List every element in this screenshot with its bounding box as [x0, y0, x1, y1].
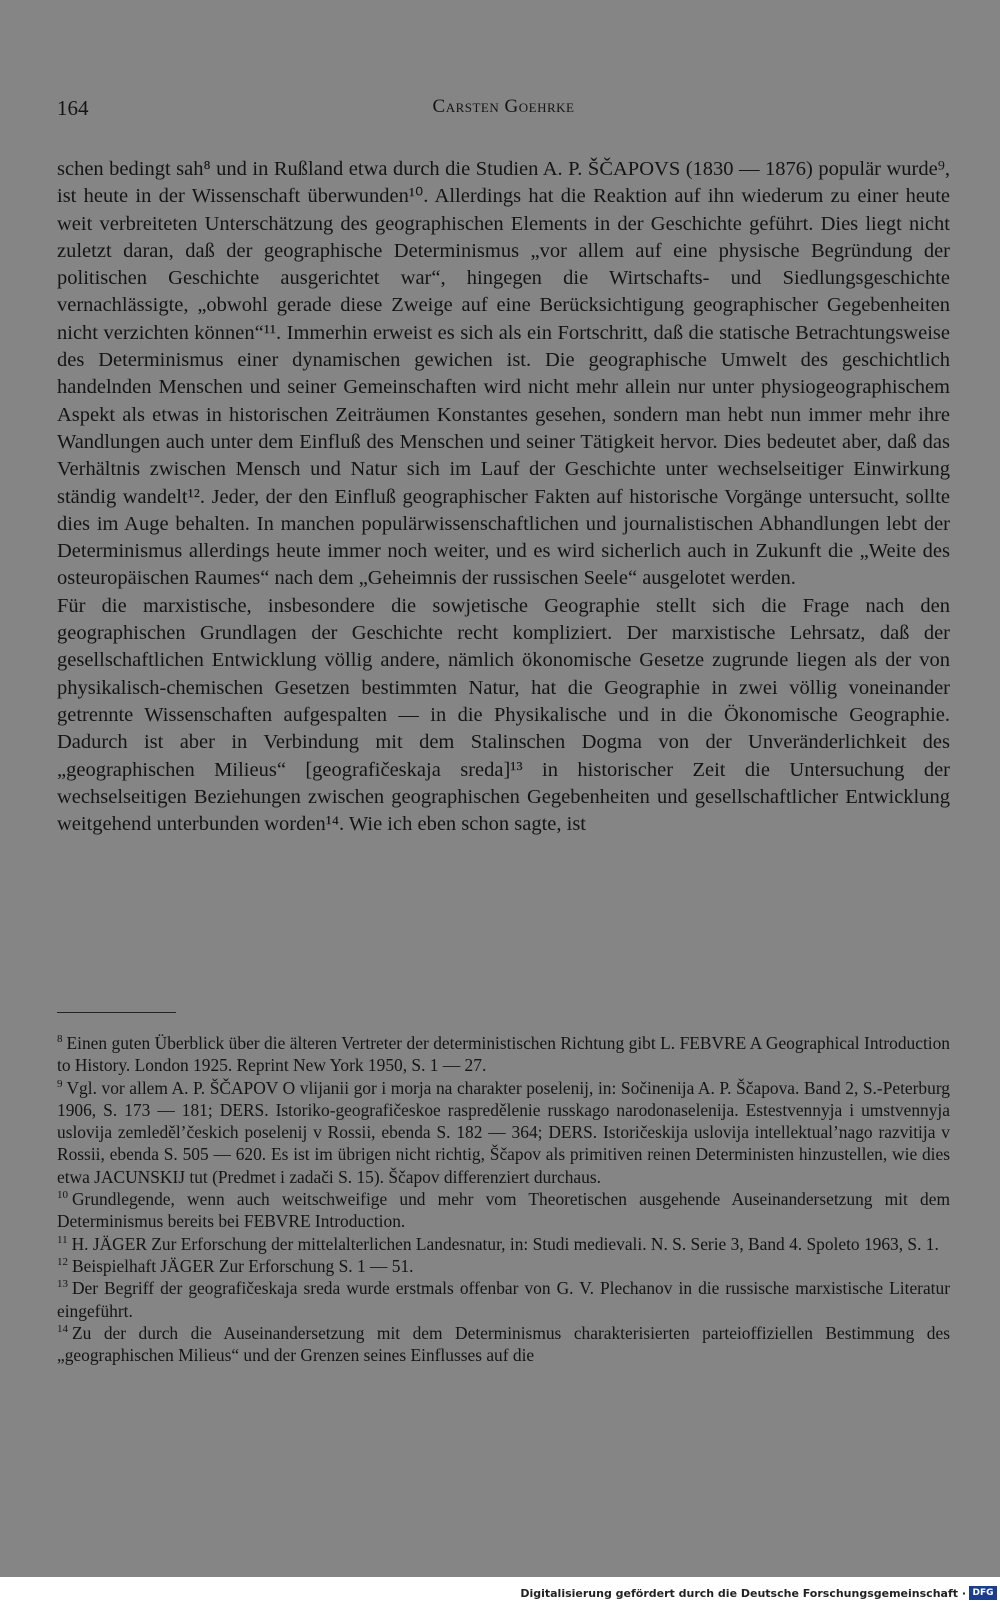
footnote	[57, 1277, 950, 1322]
footnote	[57, 1077, 950, 1188]
paragraph: Für die marxistische, insbesondere die sowjetische Geographie stellt sich die Frage nach den geographischen Grundlagen der Geschichte recht kompliziert. Der marxistische Lehrsatz, daß der gesellschaftlichen Entwicklung völlig andere, nämlich ökonomische Gesetze zugrunde liegen als der von physikalisch-chemischen Gesetzen bestimmten Natur, hat die Geographie in zwei völlig voneinander getrennte Wissenschaften aufgespalten — in die Physikalische und in die Ökonomische Geographie. Dadurch ist aber in Verbindung mit dem Stalinschen Dogma von der Unveränderlichkeit des „geographischen Milieus“ [geografičeskaja sreda]¹³ in historischer Zeit die Untersuchung der wechselseitigen Beziehungen zwischen geographischen Gegebenheiten und gesellschaftlicher Entwicklung weitgehend unterbunden worden¹⁴. Wie ich eben schon sagte, ist	[57, 594, 950, 836]
footnote-text: Zu der durch die Auseinandersetzung mit dem Determinismus charakterisierten parteioffiziellen Bestimmung des „geographischen Milieus“ und der Grenzen seines Einflusses auf die	[57, 1322, 950, 1366]
footnote	[57, 1233, 950, 1255]
body-text	[57, 156, 950, 838]
footnote-number: 14	[57, 1323, 68, 1336]
footnote-number: 11	[57, 1233, 68, 1246]
footnote-text: Einen guten Überblick über die älteren Vertreter der deterministischen Richtung gibt L. FEBVRE A Geographical Introduction to History. London 1925. Reprint New York 1950, S. 1 — 27.	[57, 1033, 950, 1076]
footnotes	[57, 1032, 950, 1366]
footnote-number: 13	[57, 1278, 68, 1291]
footnote-divider	[57, 1012, 176, 1013]
page-header	[57, 96, 950, 126]
footnote-text: Vgl. vor allem A. P. ŠČAPOV O vlijanii gor i morja na charakter poselenij, in: Sočinenija A. P. Ščapova. Band 2, S.-Peterburg 1906, S. 173 — 181; DERS. Istoriko-geografičeskoe raspredělenie russkago narodonaselenija. Estestvennyja i umstvennyja uslovija zemleděl’českich poselenij v Rossii, ebenda S. 182 — 364; DERS. Istoričeskija uslovija intellektual’nago razvitija v Rossii, ebenda S. 505 — 620. Es ist im übrigen nicht richtig, Ščapov als primitiven reinen Deterministen hinzustellen, wie dies etwa JACUNSKIJ tut (Predmet i zadači S. 15). Ščapov differenziert durchaus.	[57, 1077, 950, 1187]
footnote-number: 12	[57, 1256, 68, 1269]
page-number: 164	[57, 96, 89, 120]
footnote-text: Der Begriff der geografičeskaja sreda wurde erstmals offenbar von G. V. Plechanov in die russische marxistische Literatur eingeführt.	[57, 1278, 950, 1321]
footnote-text: Beispielhaft JÄGER Zur Erforschung S. 1 — 51.	[72, 1255, 414, 1276]
digitization-credit-bar	[0, 1577, 1000, 1609]
footnote-number: 8	[57, 1033, 63, 1046]
footnote	[57, 1032, 950, 1077]
footnote-number: 9	[57, 1077, 63, 1090]
footnote	[57, 1255, 950, 1277]
footnote	[57, 1322, 950, 1367]
paragraph: schen bedingt sah⁸ und in Rußland etwa durch die Studien A. P. ŠČAPOVS (1830 — 1876) populär wurde⁹, ist heute in der Wissenschaft überwunden¹⁰. Allerdings hat die Reaktion auf ihn wiederum zu einer heute weit verbreiteten Unterschätzung des geographischen Elements in der Geschichte geführt. Dies liegt nicht zuletzt daran, daß der geographische Determinismus „vor allem auf eine physische Begründung der politischen Geschichte ausgerichtet war“, hingegen die Wirtschafts- und Siedlungsgeschichte vernachlässigte, „obwohl gerade diese Zweige auf eine Berücksichtigung geographischer Gegebenheiten nicht verzichten können“¹¹. Immerhin erweist es sich als ein Fortschritt, daß die statische Betrachtungsweise des Determinismus einer dynamischen gewichen ist. Die geographische Umwelt des geschichtlich handelnden Menschen und seiner Gemeinschaften wird nicht mehr allein nur unter physiogeographischem Aspekt als etwas in historischen Zeiträumen Konstantes gesehen, sondern man hebt nun immer mehr ihre Wandlungen auch unter dem Einfluß des Menschen und seiner Tätigkeit hervor. Dies bedeutet aber, daß das Verhältnis zwischen Mensch und Natur sich im Lauf der Geschichte unter wechselseitiger Einwirkung ständig wandelt¹². Jeder, der den Einfluß geographischer Fakten auf historische Vorgänge untersucht, sollte dies im Auge behalten. In manchen populärwissenschaftlichen und journalistischen Abhandlungen lebt der Determinismus allerdings heute immer noch weiter, und es wird sicherlich auch in Zukunft die „Weite des osteuropäischen Raumes“ nach dem „Geheimnis der russischen Seele“ ausgelotet werden.	[57, 158, 950, 590]
footnote-text: H. JÄGER Zur Erforschung der mittelalterlichen Landesnatur, in: Studi medievali. N. S. Serie 3, Band 4. Spoleto 1963, S. 1.	[71, 1233, 939, 1254]
dfg-logo-icon: DFG	[969, 1586, 997, 1600]
running-head: Carsten Goehrke	[432, 96, 575, 117]
footnote-text: Grundlegende, wenn auch weitschweifige und mehr vom Theoretischen ausgehende Auseinandersetzung mit dem Determinismus bereits bei FEBVRE Introduction.	[57, 1189, 950, 1232]
footnote	[57, 1188, 950, 1233]
credit-text: Digitalisierung gefördert durch die Deutsche Forschungsgemeinschaft ·	[520, 1587, 966, 1600]
footnote-number: 10	[57, 1189, 68, 1202]
